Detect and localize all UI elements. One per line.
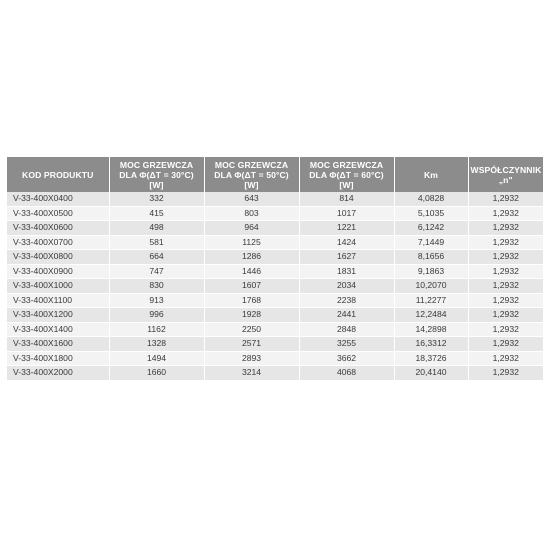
cell-power-dt50: 803 bbox=[204, 206, 299, 221]
header-line: DLA Φ(ΔT = 50°C) bbox=[214, 169, 289, 180]
cell-power-dt60: 2848 bbox=[299, 322, 394, 337]
table-header bbox=[7, 157, 543, 192]
table-row bbox=[7, 192, 543, 206]
header-line: „n" bbox=[498, 174, 513, 185]
cell-power-dt50: 643 bbox=[204, 192, 299, 206]
cell-power-dt30: 747 bbox=[109, 264, 204, 279]
table-row bbox=[7, 308, 543, 323]
cell-km: 16,3312 bbox=[394, 337, 468, 352]
cell-km: 8,1656 bbox=[394, 250, 468, 265]
cell-coefficient-n: 1,2932 bbox=[468, 337, 543, 352]
product-spec-table bbox=[7, 157, 543, 381]
cell-coefficient-n: 1,2932 bbox=[468, 221, 543, 236]
cell-power-dt30: 498 bbox=[109, 221, 204, 236]
cell-product-code: V-33-400X1000 bbox=[7, 279, 109, 294]
cell-coefficient-n: 1,2932 bbox=[468, 293, 543, 308]
cell-km: 4,0828 bbox=[394, 192, 468, 206]
cell-power-dt50: 1446 bbox=[204, 264, 299, 279]
header-line: [W] bbox=[339, 179, 354, 190]
cell-product-code: V-33-400X1600 bbox=[7, 337, 109, 352]
cell-km: 6,1242 bbox=[394, 221, 468, 236]
cell-power-dt30: 415 bbox=[109, 206, 204, 221]
cell-product-code: V-33-400X0400 bbox=[7, 192, 109, 206]
table-row bbox=[7, 351, 543, 366]
cell-power-dt60: 1627 bbox=[299, 250, 394, 265]
header-line: [W] bbox=[244, 179, 259, 190]
cell-power-dt30: 332 bbox=[109, 192, 204, 206]
cell-km: 11,2277 bbox=[394, 293, 468, 308]
cell-coefficient-n: 1,2932 bbox=[468, 279, 543, 294]
header-line: MOC GRZEWCZA bbox=[119, 159, 194, 170]
cell-power-dt60: 3662 bbox=[299, 351, 394, 366]
cell-power-dt30: 830 bbox=[109, 279, 204, 294]
cell-coefficient-n: 1,2932 bbox=[468, 264, 543, 279]
table-row bbox=[7, 206, 543, 221]
header-line: DLA Φ(ΔT = 60°C) bbox=[309, 169, 384, 180]
cell-power-dt50: 1928 bbox=[204, 308, 299, 323]
cell-power-dt30: 1494 bbox=[109, 351, 204, 366]
cell-power-dt30: 1162 bbox=[109, 322, 204, 337]
cell-km: 10,2070 bbox=[394, 279, 468, 294]
cell-power-dt60: 2441 bbox=[299, 308, 394, 323]
cell-power-dt30: 1328 bbox=[109, 337, 204, 352]
cell-product-code: V-33-400X1200 bbox=[7, 308, 109, 323]
table-row bbox=[7, 279, 543, 294]
cell-km: 5,1035 bbox=[394, 206, 468, 221]
cell-product-code: V-33-400X1100 bbox=[7, 293, 109, 308]
cell-coefficient-n: 1,2932 bbox=[468, 206, 543, 221]
table-row bbox=[7, 337, 543, 352]
header-line: KOD PRODUKTU bbox=[22, 169, 94, 180]
table-body bbox=[7, 192, 543, 380]
table-row bbox=[7, 250, 543, 265]
cell-power-dt50: 1607 bbox=[204, 279, 299, 294]
header-power-dt60 bbox=[299, 157, 394, 192]
cell-power-dt60: 2034 bbox=[299, 279, 394, 294]
cell-coefficient-n: 1,2932 bbox=[468, 192, 543, 206]
cell-coefficient-n: 1,2932 bbox=[468, 235, 543, 250]
table-row bbox=[7, 221, 543, 236]
cell-product-code: V-33-400X0900 bbox=[7, 264, 109, 279]
table-row bbox=[7, 264, 543, 279]
header-line: MOC GRZEWCZA bbox=[214, 159, 289, 170]
cell-product-code: V-33-400X0500 bbox=[7, 206, 109, 221]
cell-power-dt30: 664 bbox=[109, 250, 204, 265]
cell-power-dt50: 3214 bbox=[204, 366, 299, 381]
header-line: Km bbox=[423, 169, 439, 180]
cell-power-dt50: 2571 bbox=[204, 337, 299, 352]
cell-product-code: V-33-400X0700 bbox=[7, 235, 109, 250]
cell-power-dt30: 996 bbox=[109, 308, 204, 323]
header-power-dt50 bbox=[204, 157, 299, 192]
header-product-code bbox=[7, 157, 109, 192]
cell-power-dt30: 581 bbox=[109, 235, 204, 250]
cell-power-dt60: 1221 bbox=[299, 221, 394, 236]
cell-coefficient-n: 1,2932 bbox=[468, 250, 543, 265]
header-line: WSPÓŁCZYNNIK bbox=[470, 164, 542, 175]
header-km bbox=[394, 157, 468, 192]
header-row bbox=[7, 157, 543, 192]
product-table-container bbox=[7, 157, 543, 381]
header-line: [W] bbox=[149, 179, 164, 190]
cell-coefficient-n: 1,2932 bbox=[468, 322, 543, 337]
cell-power-dt60: 1017 bbox=[299, 206, 394, 221]
cell-power-dt60: 4068 bbox=[299, 366, 394, 381]
cell-power-dt60: 2238 bbox=[299, 293, 394, 308]
cell-km: 9,1863 bbox=[394, 264, 468, 279]
cell-power-dt50: 964 bbox=[204, 221, 299, 236]
cell-product-code: V-33-400X1800 bbox=[7, 351, 109, 366]
header-line: DLA Φ(ΔT = 30°C) bbox=[119, 169, 194, 180]
table-row bbox=[7, 293, 543, 308]
cell-power-dt50: 2893 bbox=[204, 351, 299, 366]
cell-km: 18,3726 bbox=[394, 351, 468, 366]
header-power-dt30 bbox=[109, 157, 204, 192]
header-coefficient-n bbox=[468, 157, 543, 192]
cell-km: 20,4140 bbox=[394, 366, 468, 381]
cell-power-dt50: 1286 bbox=[204, 250, 299, 265]
cell-power-dt30: 1660 bbox=[109, 366, 204, 381]
cell-coefficient-n: 1,2932 bbox=[468, 308, 543, 323]
cell-product-code: V-33-400X2000 bbox=[7, 366, 109, 381]
cell-km: 14,2898 bbox=[394, 322, 468, 337]
cell-km: 7,1449 bbox=[394, 235, 468, 250]
cell-km: 12,2484 bbox=[394, 308, 468, 323]
cell-product-code: V-33-400X1400 bbox=[7, 322, 109, 337]
table-row bbox=[7, 235, 543, 250]
cell-product-code: V-33-400X0600 bbox=[7, 221, 109, 236]
cell-power-dt60: 1424 bbox=[299, 235, 394, 250]
cell-power-dt60: 1831 bbox=[299, 264, 394, 279]
cell-product-code: V-33-400X0800 bbox=[7, 250, 109, 265]
cell-power-dt60: 3255 bbox=[299, 337, 394, 352]
cell-power-dt50: 2250 bbox=[204, 322, 299, 337]
cell-coefficient-n: 1,2932 bbox=[468, 366, 543, 381]
header-line: MOC GRZEWCZA bbox=[309, 159, 384, 170]
table-row bbox=[7, 366, 543, 381]
cell-power-dt60: 814 bbox=[299, 192, 394, 206]
cell-power-dt50: 1125 bbox=[204, 235, 299, 250]
cell-power-dt50: 1768 bbox=[204, 293, 299, 308]
table-row bbox=[7, 322, 543, 337]
cell-power-dt30: 913 bbox=[109, 293, 204, 308]
cell-coefficient-n: 1,2932 bbox=[468, 351, 543, 366]
